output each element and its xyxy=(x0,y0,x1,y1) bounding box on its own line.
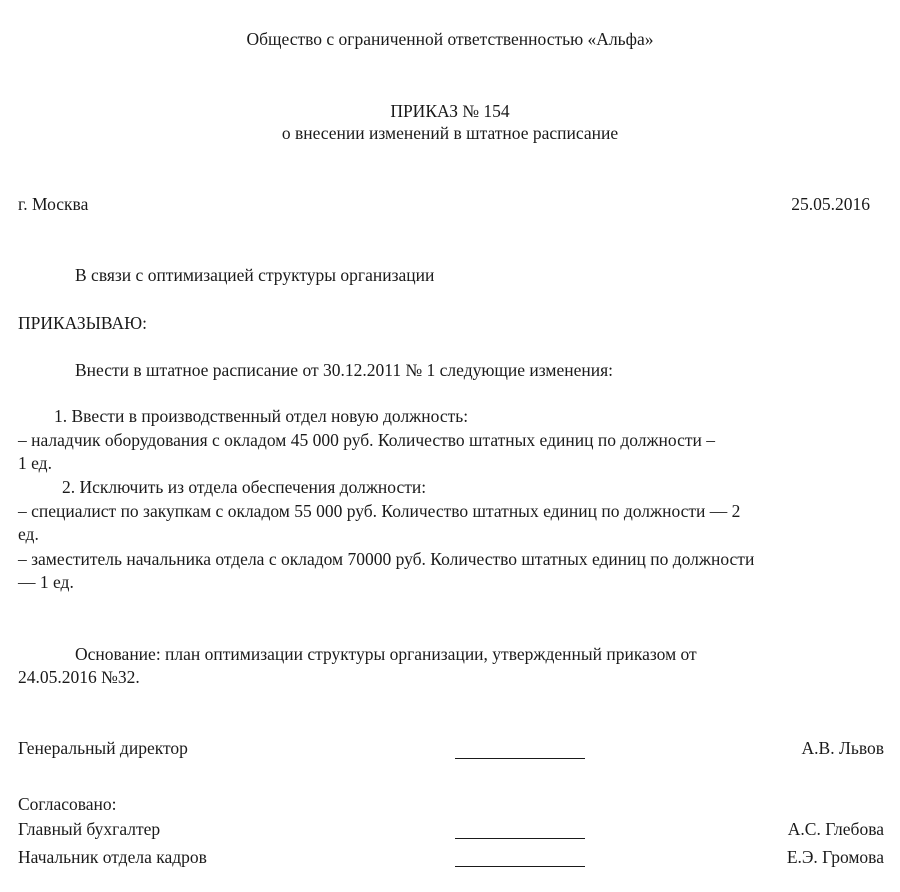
accountant-name: А.С. Глебова xyxy=(787,819,884,839)
order-place: г. Москва xyxy=(18,194,89,214)
order-date: 25.05.2016 xyxy=(791,194,870,214)
accountant-position: Главный бухгалтер xyxy=(18,819,161,839)
decree-word: ПРИКАЗЫВАЮ: xyxy=(18,313,147,333)
item-1-line-cont: 1 ед. xyxy=(18,453,52,473)
item-2-line-second-cont: — 1 ед. xyxy=(18,572,74,592)
item-2-line-second: – заместитель начальника отдела с окладом 70000 руб. Количество штатных единиц по должности xyxy=(18,549,755,569)
basis-line: Основание: план оптимизации структуры организации, утвержденный приказом от xyxy=(75,644,697,664)
director-position: Генеральный директор xyxy=(18,738,188,758)
hr-head-signature-line xyxy=(455,866,585,867)
item-1-line: – наладчик оборудования с окладом 45 000 руб. Количество штатных единиц по должности – xyxy=(18,430,716,450)
approved-label: Согласовано: xyxy=(18,794,117,814)
organization-name: Общество с ограниченной ответственностью «Альфа» xyxy=(246,29,654,49)
accountant-signature-line xyxy=(455,838,585,839)
order-subtitle: о внесении изменений в штатное расписание xyxy=(281,123,619,143)
hr-head-name: Е.Э. Громова xyxy=(786,847,884,867)
item-2-heading: 2. Исключить из отдела обеспечения должности: xyxy=(62,477,427,497)
director-signature-line xyxy=(455,758,585,759)
item-2-line-cont: ед. xyxy=(18,524,39,544)
order-title: ПРИКАЗ № 154 xyxy=(390,101,510,121)
intro-paragraph: Внести в штатное расписание от 30.12.2011 № 1 следующие изменения: xyxy=(75,360,614,380)
basis-line-cont: 24.05.2016 №32. xyxy=(18,667,140,687)
director-name: А.В. Львов xyxy=(801,738,884,758)
item-2-line: – специалист по закупкам с окладом 55 000 руб. Количество штатных единиц по должности — 2 xyxy=(18,501,741,521)
preamble: В связи с оптимизацией структуры организации xyxy=(75,265,435,285)
hr-head-position: Начальник отдела кадров xyxy=(18,847,207,867)
item-1-heading: 1. Ввести в производственный отдел новую должность: xyxy=(54,406,469,426)
